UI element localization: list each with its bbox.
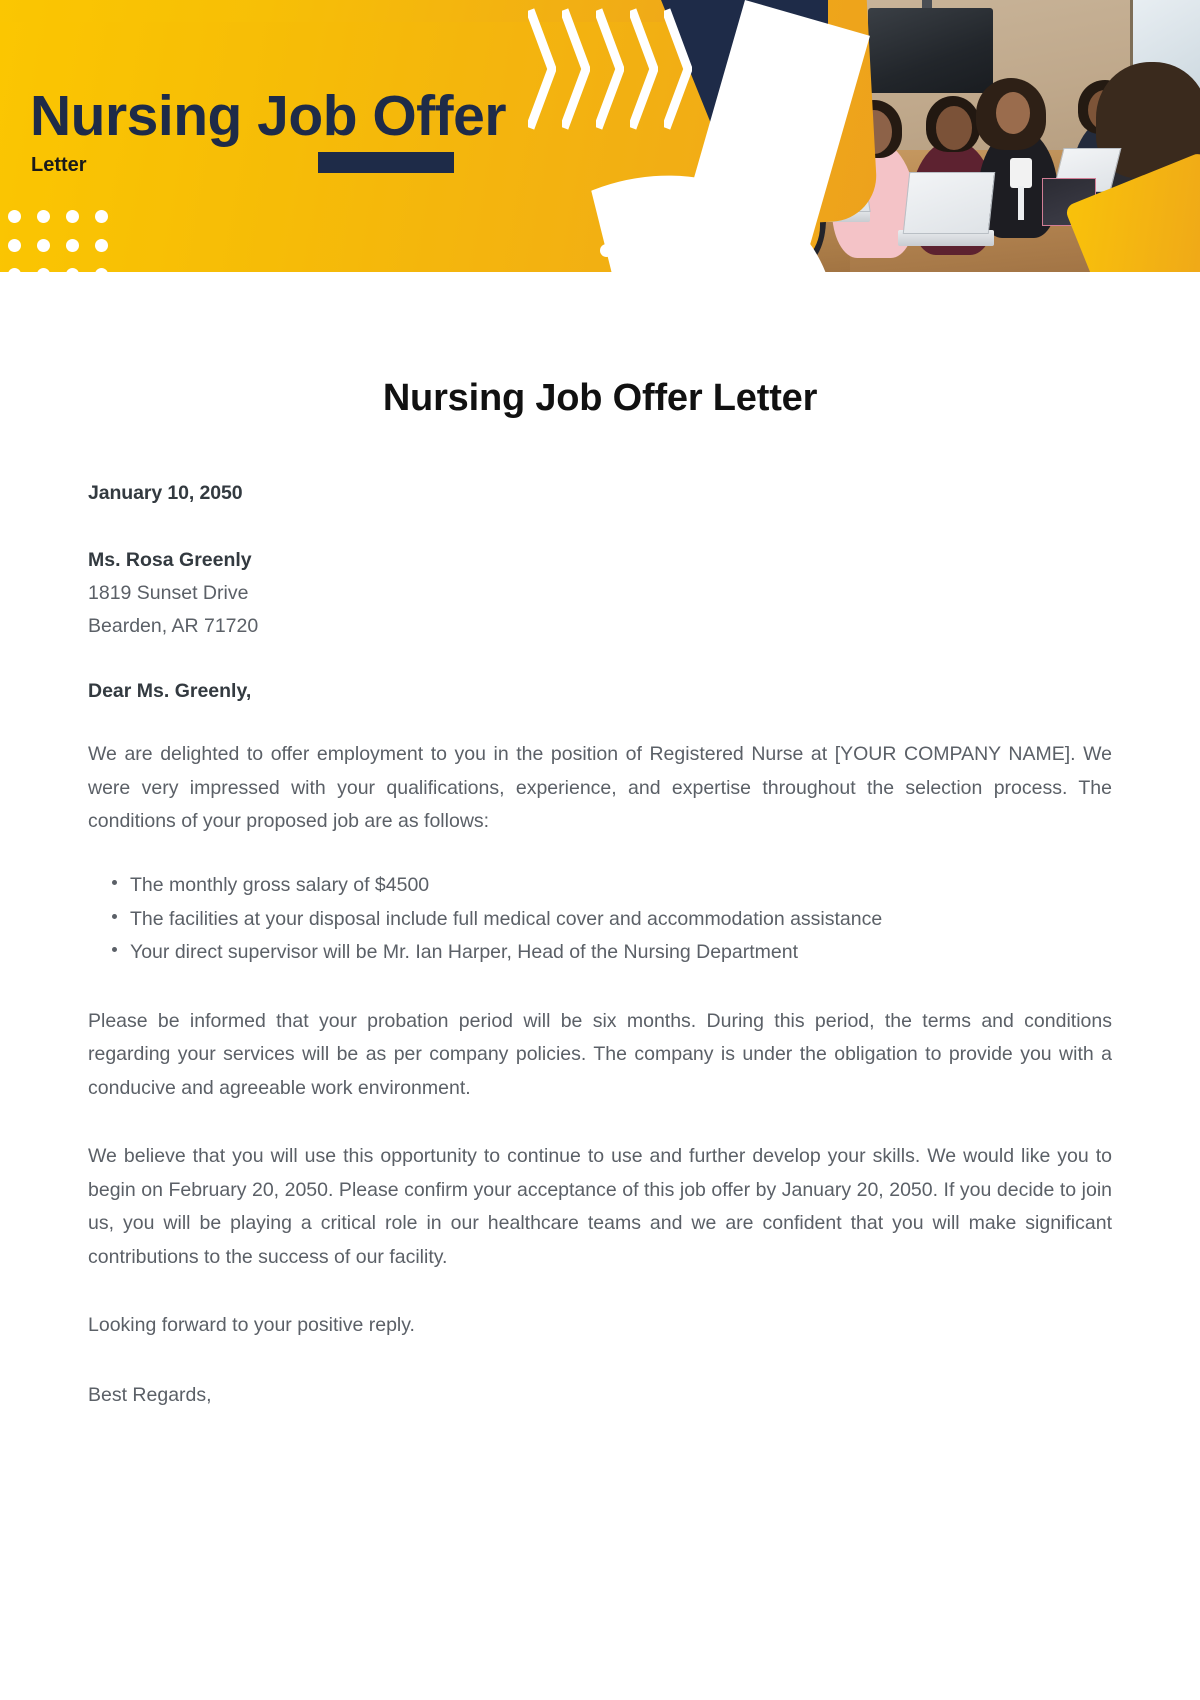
body-paragraph-1: We are delighted to offer employment to you in the position of Registered Nurse at [YOUR COMPANY NAME]. We were very impressed with your qualifications, experience, and expertise throughout the selection process. The conditions of your proposed job are as follows: [88,743,1112,833]
list-item [110,903,1112,937]
letter-date: January 10, 2050 [88,482,243,504]
banner-title: Nursing Job Offer [30,84,507,148]
chevron-pattern-icon [528,4,713,134]
offer-terms-list [88,869,1112,970]
list-item-text: Your direct supervisor will be Mr. Ian Harper, Head of the Nursing Department [130,941,799,964]
banner-subtitle: Letter [31,154,87,176]
list-item-text: The facilities at your disposal include full medical cover and accommodation assistance [130,907,883,930]
recipient-address-block [88,544,1112,643]
dot-grid-left-icon [8,210,108,272]
list-item [110,936,1112,970]
body-paragraph-3: We believe that you will use this opportunity to continue to use and further develop your skills. We would like you to begin on February 20, 2050. Please confirm your acceptance of this job offer by January 20, 2050. If you decide to join us, you will be playing a critical role in our healthcare teams and we are confident that you will make significant contributions to the success of our facility. [88,1145,1112,1268]
photo-tv-screen [868,8,993,93]
banner-title-underline [318,152,454,173]
photo-cup [1010,158,1032,188]
recipient-street: 1819 Sunset Drive [88,582,249,605]
photo-person-4-head [996,92,1030,134]
photo-person-3-head [936,106,972,150]
body-paragraph-2: Please be informed that your probation period will be six months. During this period, the terms and conditions regarding your services will be as per company policies. The company is under the obligation to provide you with a conducive and agreeable work environment. [88,1009,1112,1099]
salutation: Dear Ms. Greenly, [88,680,252,703]
list-item-text: The monthly gross salary of $4500 [130,874,430,897]
page-title: Nursing Job Offer Letter [382,377,818,419]
letter-page [0,272,1200,1412]
photo-laptop-2-screen [903,172,996,234]
closing-line: Looking forward to your positive reply. [88,1314,415,1337]
list-item [110,869,1112,903]
letter-content [0,482,1200,1412]
photo-cup-stand [1018,186,1024,220]
header-banner [0,0,1200,272]
signoff-line: Best Regards, [88,1383,212,1406]
recipient-city-state-zip: Bearden, AR 71720 [88,615,259,638]
recipient-name: Ms. Rosa Greenly [88,549,252,571]
dot-grid-right-icon [600,186,700,257]
